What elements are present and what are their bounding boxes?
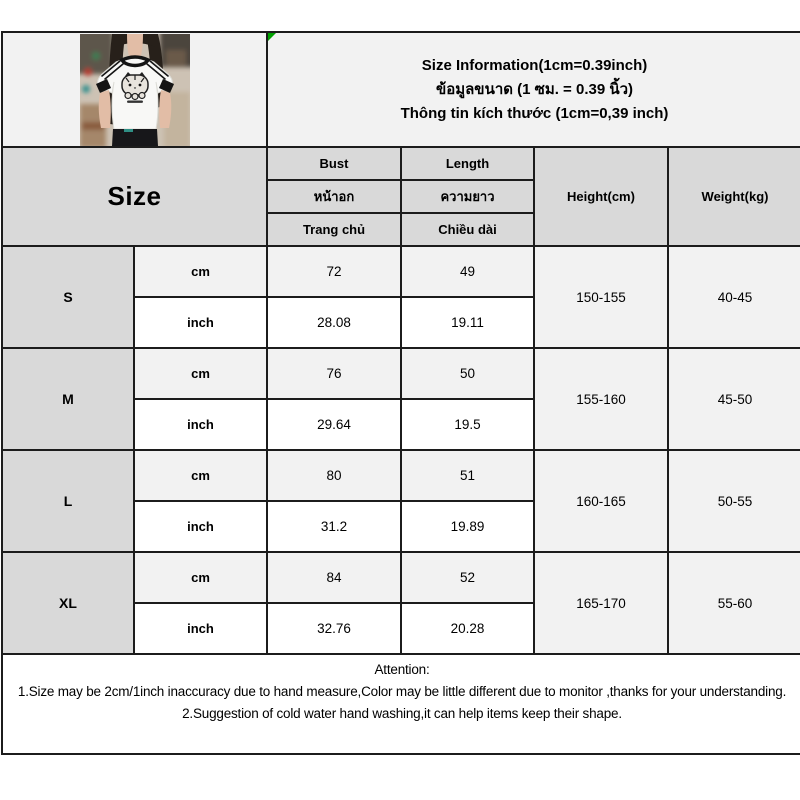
m-cm-unit: cm — [134, 348, 267, 399]
attention-line-2: 2.Suggestion of cold water hand washing,it can help items keep their shape. — [182, 706, 622, 721]
l-height: 160-165 — [534, 450, 668, 552]
s-cm-unit: cm — [134, 246, 267, 297]
attention-title: Attention: — [374, 662, 430, 677]
title-line-vi: Thông tin kích thước (1cm=0,39 inch) — [400, 104, 669, 122]
title-cell — [267, 32, 800, 147]
xl-weight: 55-60 — [668, 552, 800, 654]
m-inch-length: 19.5 — [401, 399, 534, 450]
size-chart-table — [1, 31, 800, 755]
header-bust-th: หน้าอก — [267, 180, 401, 213]
size-label-l: L — [2, 450, 134, 552]
m-inch-bust: 29.64 — [267, 399, 401, 450]
m-inch-unit: inch — [134, 399, 267, 450]
title-line-th: ข้อมูลขนาด (1 ซม. = 0.39 นิ้ว) — [435, 80, 634, 98]
header-weight: Weight(kg) — [668, 147, 800, 246]
xl-cm-bust: 84 — [267, 552, 401, 603]
size-label-xl: XL — [2, 552, 134, 654]
header-height: Height(cm) — [534, 147, 668, 246]
xl-height: 165-170 — [534, 552, 668, 654]
header-bust-vi: Trang chủ — [267, 213, 401, 246]
l-inch-unit: inch — [134, 501, 267, 552]
s-inch-unit: inch — [134, 297, 267, 348]
m-cm-length: 50 — [401, 348, 534, 399]
size-label-m: M — [2, 348, 134, 450]
l-weight: 50-55 — [668, 450, 800, 552]
attention-note — [2, 654, 800, 754]
l-cm-bust: 80 — [267, 450, 401, 501]
m-weight: 45-50 — [668, 348, 800, 450]
s-weight: 40-45 — [668, 246, 800, 348]
xl-inch-length: 20.28 — [401, 603, 534, 654]
cat-graphic — [122, 72, 148, 103]
xl-inch-bust: 32.76 — [267, 603, 401, 654]
s-height: 150-155 — [534, 246, 668, 348]
xl-cm-unit: cm — [134, 552, 267, 603]
header-bust-en: Bust — [267, 147, 401, 180]
attention-line-1: 1.Size may be 2cm/1inch inaccuracy due to hand measure,Color may be little different due to monitor ,thanks for your understanding. — [17, 684, 787, 699]
product-photo — [80, 34, 190, 146]
xl-inch-unit: inch — [134, 603, 267, 654]
s-inch-length: 19.11 — [401, 297, 534, 348]
l-inch-bust: 31.2 — [267, 501, 401, 552]
size-label-s: S — [2, 246, 134, 348]
header-length-en: Length — [401, 147, 534, 180]
green-triangle-marker — [268, 33, 276, 41]
m-height: 155-160 — [534, 348, 668, 450]
l-cm-length: 51 — [401, 450, 534, 501]
title-line-en: Size Information(1cm=0.39inch) — [421, 56, 648, 74]
l-cm-unit: cm — [134, 450, 267, 501]
s-inch-bust: 28.08 — [267, 297, 401, 348]
m-cm-bust: 76 — [267, 348, 401, 399]
header-length-th: ความยาว — [401, 180, 534, 213]
l-inch-length: 19.89 — [401, 501, 534, 552]
product-photo-cell — [2, 32, 267, 147]
s-cm-bust: 72 — [267, 246, 401, 297]
header-length-vi: Chiều dài — [401, 213, 534, 246]
product-photo-illustration — [80, 34, 190, 146]
s-cm-length: 49 — [401, 246, 534, 297]
header-size: Size — [2, 147, 267, 246]
xl-cm-length: 52 — [401, 552, 534, 603]
